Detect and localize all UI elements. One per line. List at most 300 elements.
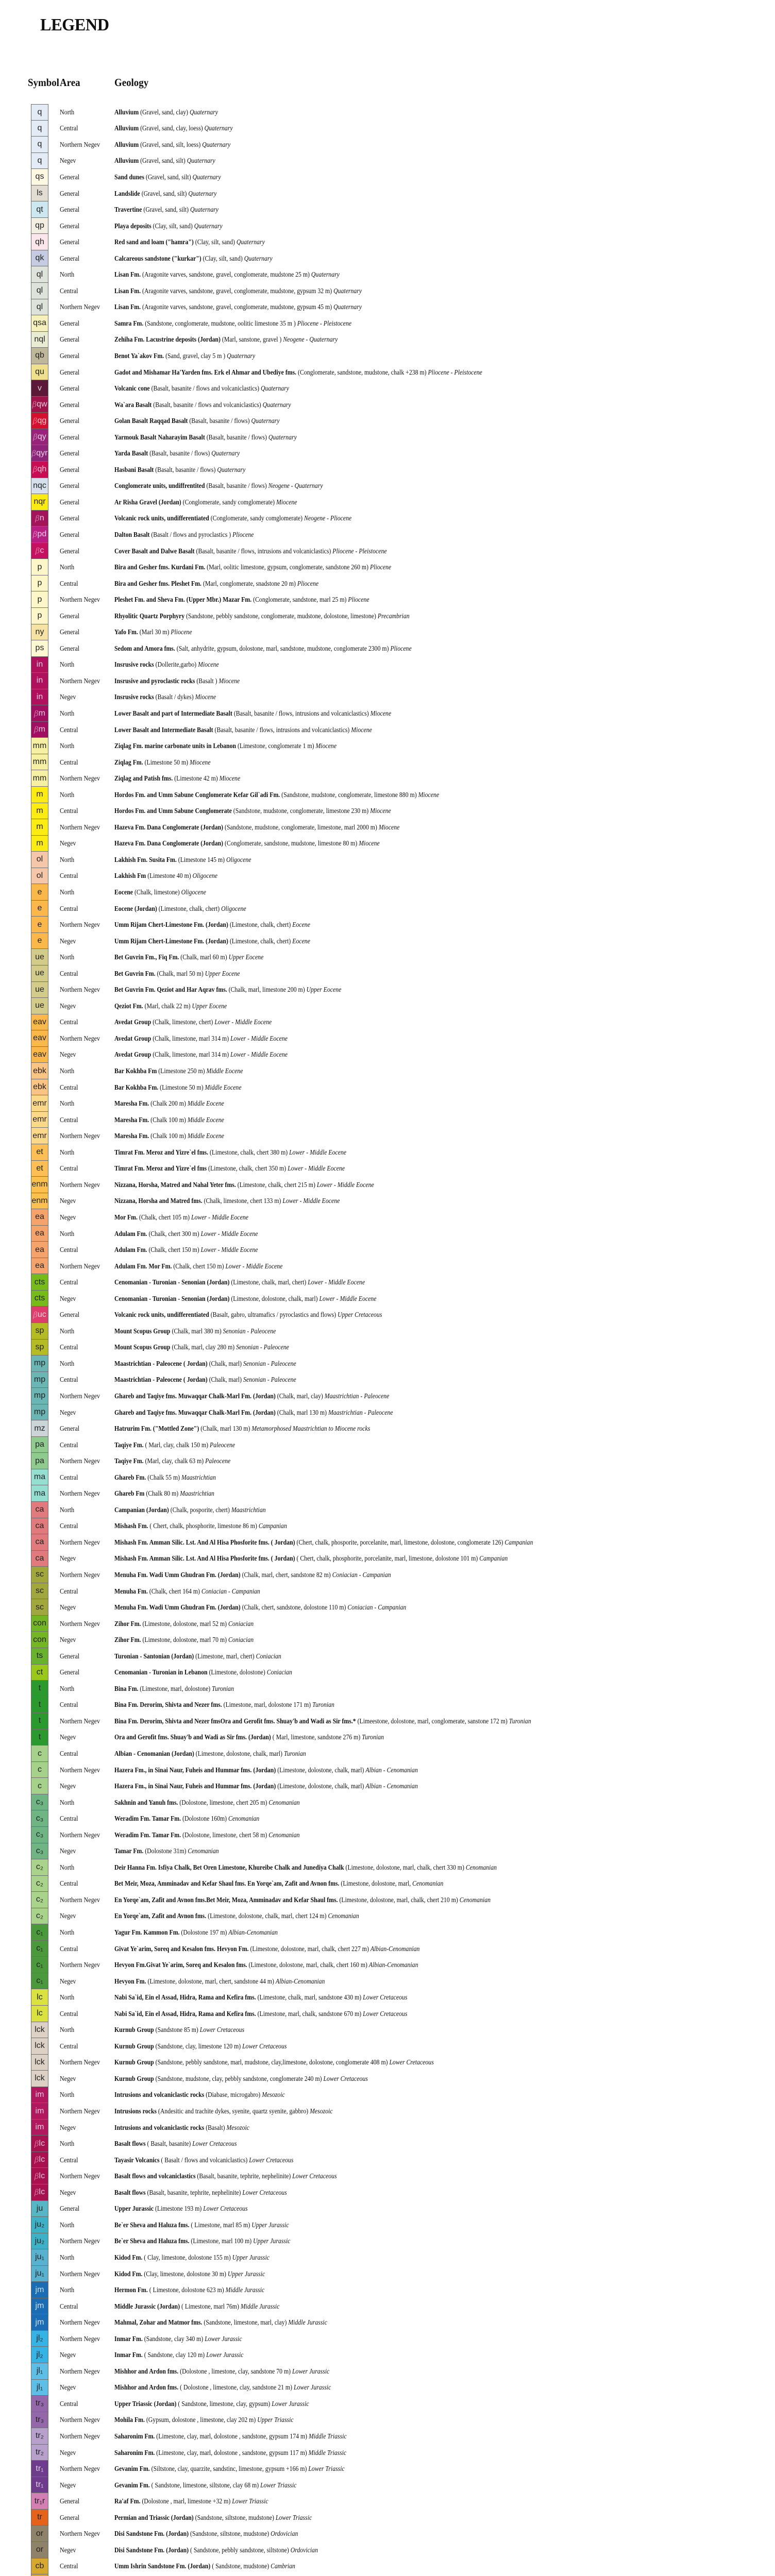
unit-name: Basalt flows bbox=[114, 2188, 146, 2196]
geology-description bbox=[114, 2156, 294, 2164]
symbol-code: e bbox=[37, 920, 42, 929]
unit-name: Hevyon Fm. bbox=[114, 1977, 146, 1985]
symbol-swatch bbox=[31, 1340, 48, 1356]
area-label: Northern Negev bbox=[60, 1961, 100, 1969]
symbol-code: m bbox=[36, 822, 43, 832]
legend-row bbox=[31, 2461, 763, 2477]
legend-row bbox=[31, 2103, 763, 2120]
geology-description bbox=[114, 2416, 294, 2424]
area-label: Central bbox=[60, 2156, 78, 2164]
legend-row bbox=[31, 2006, 763, 2022]
geologic-age: Upper Eocene bbox=[192, 1002, 227, 1010]
lithology: (Chalk 80 m) bbox=[144, 1489, 180, 1498]
unit-name: Hatrurim Fm. ("Mottled Zone") bbox=[114, 1425, 199, 1433]
area-label: General bbox=[60, 2513, 80, 2521]
legend-row bbox=[31, 1713, 763, 1730]
area-label: Negev bbox=[60, 2546, 76, 2554]
unit-name: Rhyolitic Quartz Porphyry bbox=[114, 612, 185, 620]
symbol-code: con bbox=[33, 1619, 46, 1628]
geologic-age: Turonian bbox=[212, 1684, 234, 1692]
area-label: Northern Negev bbox=[60, 1180, 100, 1189]
area-label: Central bbox=[60, 286, 78, 295]
unit-name: Menuha Fm. Wadi Umm Ghudran Fm. (Jordan) bbox=[114, 1603, 241, 1612]
geology-description bbox=[114, 1815, 259, 1823]
lithology: (Basalt / dykes) bbox=[154, 693, 195, 701]
lithology: (Gravel, sand, silt) bbox=[139, 157, 187, 165]
lithology: (Dolostone, limestone, chert 58 m) bbox=[181, 1831, 269, 1839]
geologic-age: Quaternary bbox=[268, 433, 297, 441]
geologic-age: Mesozoic bbox=[262, 2091, 285, 2099]
area-label: General bbox=[60, 644, 80, 652]
symbol-swatch bbox=[31, 2314, 48, 2331]
geologic-age: Cambrian bbox=[271, 2562, 295, 2570]
lithology: (Limestone, dolostone, chalk, marl) bbox=[229, 1294, 319, 1302]
symbol-code: ue bbox=[35, 985, 44, 994]
unit-name: Pleshet Fm. and Sheva Fm. (Upper Mbr.) Mazar Fm. bbox=[114, 596, 252, 604]
legend-row bbox=[31, 1973, 763, 1990]
unit-name: En Yorqe`am, Zafit and Avnon fms. bbox=[114, 1912, 207, 1920]
geology-description bbox=[114, 839, 380, 848]
geologic-age: Albian - Cenomanian bbox=[365, 1766, 418, 1774]
geologic-age: Eocene bbox=[292, 921, 310, 929]
symbol-swatch bbox=[31, 332, 48, 348]
geologic-age: Quaternary bbox=[244, 254, 273, 262]
geologic-age: Pliocene - Pleistocene bbox=[297, 319, 352, 327]
legend-row bbox=[31, 738, 763, 754]
unit-name: Hazeva Fm. Dana Conglomerate (Jordan) bbox=[114, 823, 224, 831]
lithology: (Chalk, marl, clay 280 m) bbox=[170, 1343, 237, 1351]
area-label: Negev bbox=[60, 937, 76, 945]
area-label: Negev bbox=[60, 2351, 76, 2359]
geology-description bbox=[114, 1587, 260, 1596]
geology-description bbox=[114, 1961, 418, 1969]
legend-row bbox=[31, 2396, 763, 2412]
geology-description bbox=[114, 2172, 337, 2180]
area-label: General bbox=[60, 2497, 80, 2505]
geology-description bbox=[114, 255, 273, 263]
symbol-code: cts bbox=[34, 1294, 45, 1303]
symbol-code: v bbox=[38, 383, 42, 393]
lithology: (Limestone, dolostone, marl 52 m) bbox=[141, 1619, 229, 1628]
unit-name: Cover Basalt and Dalwe Basalt bbox=[114, 547, 195, 555]
unit-name: Inmar Fm. bbox=[114, 2334, 143, 2343]
legend-row bbox=[31, 705, 763, 722]
legend-row bbox=[31, 462, 763, 478]
symbol-code: ps bbox=[35, 643, 44, 653]
geologic-age: Albian - Cenomanian bbox=[365, 1782, 418, 1790]
symbol-code: t bbox=[38, 1716, 41, 1725]
geology-description bbox=[114, 1571, 391, 1579]
symbol-code: ca bbox=[35, 1521, 44, 1530]
geologic-age: Coniacian - Campanian bbox=[347, 1603, 407, 1612]
legend-row bbox=[31, 1892, 763, 1908]
area-label: General bbox=[60, 1311, 80, 1319]
area-label: North bbox=[60, 2286, 75, 2294]
area-label: General bbox=[60, 400, 80, 409]
geology-description bbox=[114, 2497, 268, 2505]
symbol-swatch bbox=[31, 2055, 48, 2071]
lithology: (Conglomerate, sandstone, marl 25 m) bbox=[251, 596, 348, 604]
symbol-swatch bbox=[31, 1599, 48, 1616]
symbol-swatch bbox=[31, 1144, 48, 1161]
symbol-swatch bbox=[31, 2071, 48, 2087]
unit-name: Avedat Group bbox=[114, 1018, 151, 1026]
symbol-code: ebk bbox=[33, 1066, 46, 1075]
unit-name: Volcanic cone bbox=[114, 384, 150, 393]
symbol-code: c bbox=[38, 1781, 42, 1790]
unit-name: Tayasir Volcanics bbox=[114, 2156, 160, 2164]
symbol-code: or bbox=[36, 2529, 44, 2538]
legend-row bbox=[31, 1485, 763, 1502]
symbol-code: pd bbox=[37, 530, 47, 539]
symbol-swatch bbox=[31, 1730, 48, 1746]
symbol-code: tr₁ bbox=[36, 2464, 44, 2473]
area-label: General bbox=[60, 1668, 80, 1676]
unit-name: Lower Basalt and part of Intermediate Basalt bbox=[114, 709, 232, 717]
symbol-swatch bbox=[31, 1014, 48, 1031]
legend-row bbox=[31, 283, 763, 299]
lithology: (Limestone, clay, marl, dolostone , sandstone, gypsum 174 m) bbox=[155, 2432, 309, 2440]
geologic-age: Lower - Middle Eocene bbox=[230, 1050, 288, 1059]
lithology: (Chalk, limestone) bbox=[132, 888, 181, 896]
symbol-swatch bbox=[31, 1047, 48, 1063]
symbol-swatch bbox=[31, 1876, 48, 1892]
area-label: Central bbox=[60, 1164, 78, 1173]
symbol-swatch bbox=[31, 917, 48, 933]
unit-name: Ziqlag Fm. bbox=[114, 758, 143, 766]
symbol-greek-prefix: β bbox=[32, 400, 37, 410]
lithology: (Basalt, basanite / flows and volcaniclastics) bbox=[151, 400, 263, 409]
symbol-swatch bbox=[31, 868, 48, 885]
lithology: (Chert, chalk, phosporite, porcelanite, marl, limestone, dolostone, conglomerate 126) bbox=[295, 1538, 505, 1546]
geology-description bbox=[114, 791, 439, 799]
unit-name: Hazera Fm., in Sinai Naur, Fuheis and Hummar fms. (Jordan) bbox=[114, 1782, 276, 1790]
symbol-code: qsa bbox=[33, 318, 46, 328]
area-label: General bbox=[60, 254, 80, 262]
lithology: (Clay, silt, sand) bbox=[151, 222, 194, 230]
geologic-age: Middle Eocene bbox=[187, 1115, 224, 1124]
area-label: Central bbox=[60, 1522, 78, 1530]
geologic-age: Upper Jurassic bbox=[232, 2253, 270, 2261]
geologic-age: Middle Jurassic bbox=[240, 2302, 280, 2310]
geology-description bbox=[114, 1522, 287, 1530]
symbol-code: mm bbox=[32, 773, 47, 783]
area-label: Northern Negev bbox=[60, 1766, 100, 1774]
symbol-swatch bbox=[31, 2201, 48, 2217]
geologic-age: Lower - Middle Eocene bbox=[319, 1294, 377, 1302]
symbol-code: pa bbox=[35, 1440, 44, 1449]
unit-name: Bira and Gesher fms. Kurdani Fm. bbox=[114, 563, 206, 571]
legend-row bbox=[31, 559, 763, 575]
geology-description bbox=[114, 596, 369, 604]
symbol-code: ju₂ bbox=[35, 2220, 45, 2229]
area-label: Central bbox=[60, 1587, 78, 1595]
area-label: Central bbox=[60, 2399, 78, 2408]
geologic-age: Lower Cretaceous bbox=[249, 2156, 294, 2164]
symbol-swatch bbox=[31, 1404, 48, 1421]
area-label: Central bbox=[60, 2009, 78, 2018]
symbol-swatch bbox=[31, 1616, 48, 1632]
geology-description bbox=[114, 612, 410, 620]
lithology: (Chalk, limestone, chert 133 m) bbox=[202, 1197, 283, 1205]
symbol-swatch bbox=[31, 494, 48, 511]
symbol-code: eav bbox=[33, 1033, 46, 1043]
lithology: ( Limestone, marl 85 m) bbox=[189, 2221, 252, 2229]
legend-row bbox=[31, 511, 763, 527]
lithology: (Diabase, microgabro) bbox=[204, 2091, 262, 2099]
symbol-swatch bbox=[31, 1420, 48, 1437]
symbol-swatch bbox=[31, 1941, 48, 1957]
lithology: (Basalt / flows and pyroclastics ) bbox=[149, 530, 233, 538]
lithology: (Sandstone, conglomerate, mudstone, oolitic limestone 35 m ) bbox=[143, 319, 297, 327]
geologic-age: Maastrichtian bbox=[180, 1489, 214, 1498]
geology-description bbox=[114, 693, 216, 701]
geologic-age: Quaternary bbox=[211, 449, 240, 457]
lithology: (Chalk, marl) bbox=[207, 1376, 244, 1384]
legend-row bbox=[31, 2249, 763, 2266]
geologic-age: Lower Triassic bbox=[260, 2481, 297, 2489]
lithology: ( Clay, limestone, dolostone 155 m) bbox=[142, 2253, 232, 2261]
lithology: (Sandstone, pebbly sandstone, marl, mudstone, clay,limestone, dolostone, conglomerate 408 m) bbox=[154, 2058, 390, 2066]
area-label: General bbox=[60, 335, 80, 344]
symbol-code: c₁ bbox=[36, 1944, 43, 1953]
legend-row bbox=[31, 2477, 763, 2494]
symbol-code: enm bbox=[31, 1180, 48, 1189]
unit-name: Hazera Fm., in Sinai Naur, Fuheis and Hummar fms. (Jordan) bbox=[114, 1766, 276, 1774]
symbol-code: lck bbox=[35, 2041, 45, 2050]
area-label: North bbox=[60, 1863, 75, 1871]
geologic-age: Quaternary bbox=[251, 417, 280, 425]
area-label: General bbox=[60, 319, 80, 327]
unit-name: Ziqlag and Patish fms. bbox=[114, 774, 173, 783]
unit-name: Conglomerate units, undiffrentited bbox=[114, 482, 205, 490]
unit-name: Bina Fm. Derorim, Shivta and Nezer fms. bbox=[114, 1701, 222, 1709]
unit-name: Maresha Fm. bbox=[114, 1099, 149, 1108]
symbol-swatch bbox=[31, 397, 48, 413]
geology-description bbox=[114, 1603, 406, 1612]
symbol-swatch bbox=[31, 608, 48, 624]
area-label: Central bbox=[60, 1115, 78, 1124]
lithology: (Limestone, marl, chalk, sandstone 670 m) bbox=[256, 2009, 363, 2018]
lithology: ( Sandstone, clay 120 m) bbox=[142, 2351, 207, 2359]
symbol-swatch bbox=[31, 2298, 48, 2315]
geologic-age: Lower Jurassic bbox=[206, 2351, 244, 2359]
symbol-swatch bbox=[31, 1648, 48, 1665]
legend-row bbox=[31, 933, 763, 950]
unit-name: Intrusions rocks bbox=[114, 2107, 157, 2115]
lithology: (Clay, limestone, dolostone 30 m) bbox=[142, 2269, 228, 2278]
area-label: General bbox=[60, 189, 80, 197]
lithology: (Chalk, marl 130 m) bbox=[199, 1425, 252, 1433]
area-label: Central bbox=[60, 872, 78, 880]
geology-description bbox=[114, 2026, 244, 2034]
unit-name: Lisan Fm. bbox=[114, 286, 141, 295]
legend-row bbox=[31, 1616, 763, 1632]
symbol-code: tr bbox=[37, 2513, 42, 2522]
symbol-swatch bbox=[31, 1453, 48, 1469]
legend-row bbox=[31, 315, 763, 332]
area-label: Central bbox=[60, 1750, 78, 1757]
legend-row bbox=[31, 1876, 763, 1892]
symbol-code: uc bbox=[37, 1310, 46, 1319]
geology-description bbox=[114, 222, 223, 230]
symbol-swatch bbox=[31, 2249, 48, 2266]
symbol-swatch bbox=[31, 1063, 48, 1079]
legend-row bbox=[31, 754, 763, 771]
area-label: General bbox=[60, 1652, 80, 1660]
symbol-code: p bbox=[37, 579, 42, 588]
geologic-age: Coniacian bbox=[228, 1636, 254, 1644]
symbol-code: c₂ bbox=[36, 1911, 44, 1920]
symbol-code: mp bbox=[33, 1391, 46, 1400]
legend-row bbox=[31, 657, 763, 673]
geology-description bbox=[114, 531, 254, 539]
lithology: (Basalt, basanite, tephrite, nephelinite) bbox=[195, 2172, 293, 2180]
lithology: (Gravel, sand, silt, loess) bbox=[139, 140, 203, 148]
lithology: ( Limestone, dolostone 623 m) bbox=[147, 2286, 226, 2294]
geology-description bbox=[114, 1262, 282, 1270]
symbol-code: n bbox=[39, 513, 44, 522]
area-label: North bbox=[60, 1684, 75, 1692]
geology-description bbox=[114, 1148, 346, 1157]
symbol-swatch bbox=[31, 2477, 48, 2494]
geology-description bbox=[114, 141, 230, 149]
geology-description bbox=[114, 986, 341, 994]
legend-row bbox=[31, 2022, 763, 2039]
lithology: (Marl, conglomerate, snadstone 20 m) bbox=[201, 579, 297, 587]
symbol-swatch bbox=[31, 1908, 48, 1925]
geology-description bbox=[114, 1181, 374, 1189]
geologic-age: Miocene bbox=[218, 676, 240, 685]
symbol-code: ql bbox=[36, 302, 43, 311]
lithology: ( Sandstone, limestone, clay, gypsum) bbox=[176, 2399, 272, 2408]
lithology: ( Sandstone, pebbly sandstone, siltstone) bbox=[189, 2546, 291, 2554]
geology-description bbox=[114, 1327, 276, 1335]
symbol-swatch bbox=[31, 1567, 48, 1583]
geologic-age: Lower - Middle Eocene bbox=[282, 1197, 340, 1205]
legend-row bbox=[31, 2558, 763, 2575]
area-label: General bbox=[60, 433, 80, 441]
lithology: (Limestone, chalk, marl, chert) bbox=[229, 1278, 308, 1286]
legend-row bbox=[31, 673, 763, 689]
area-label: North bbox=[60, 108, 75, 116]
area-label: Central bbox=[60, 124, 78, 132]
geology-description bbox=[114, 1278, 365, 1286]
geologic-age: Quaternary bbox=[217, 465, 246, 473]
geologic-age: Maastrichtian bbox=[231, 1505, 266, 1514]
geologic-age: Lower - Middle Eocene bbox=[316, 1180, 374, 1189]
legend-row bbox=[31, 722, 763, 738]
geologic-age: Upper Jurassic bbox=[251, 2221, 289, 2229]
symbol-swatch bbox=[31, 511, 48, 527]
legend-row bbox=[31, 1161, 763, 1177]
lithology: (Sandstone 85 m) bbox=[154, 2026, 200, 2034]
lithology: (Limestone 50 m) bbox=[143, 758, 190, 766]
legend-row bbox=[31, 1063, 763, 1079]
unit-name: Playa deposits bbox=[114, 222, 151, 230]
geologic-age: Quaternary bbox=[187, 157, 215, 165]
legend-row bbox=[31, 397, 763, 413]
symbol-swatch bbox=[31, 299, 48, 316]
lithology: (Marl, sanstone, gravel ) bbox=[220, 335, 283, 344]
symbol-code: lck bbox=[35, 2074, 45, 2083]
geologic-age: Maastrichtian - Paleocene bbox=[328, 1408, 393, 1416]
lithology: (Limestone, clay, marl, dolostone , sandstone, gypsum 117 m) bbox=[155, 2448, 309, 2456]
geologic-age: Middle Triassic bbox=[309, 2432, 347, 2440]
unit-name: Yarda Basalt bbox=[114, 449, 148, 457]
geologic-age: Lower Triassic bbox=[308, 2465, 345, 2473]
area-label: General bbox=[60, 351, 80, 360]
legend-row bbox=[31, 1502, 763, 1518]
legend-row bbox=[31, 266, 763, 283]
geologic-age: Mesozoic bbox=[226, 2123, 249, 2131]
geology-description bbox=[114, 547, 387, 555]
legend-row bbox=[31, 478, 763, 495]
area-label: General bbox=[60, 449, 80, 457]
geology-description bbox=[114, 1246, 258, 1254]
area-label: Northern Negev bbox=[60, 774, 100, 783]
geologic-age: Cenomanian bbox=[268, 1798, 300, 1806]
legend-row bbox=[31, 1420, 763, 1437]
symbol-code: p bbox=[37, 595, 42, 604]
area-label: General bbox=[60, 206, 80, 214]
legend-row bbox=[31, 2266, 763, 2282]
geologic-age: Oligocene bbox=[221, 904, 246, 912]
legend-row bbox=[31, 1941, 763, 1957]
area-label: North bbox=[60, 2091, 75, 2099]
geology-description bbox=[114, 1164, 345, 1173]
legend-row bbox=[31, 137, 763, 153]
geologic-age: Lower Jurassic bbox=[272, 2399, 309, 2408]
legend-row bbox=[31, 1274, 763, 1291]
symbol-code: ca bbox=[35, 1553, 44, 1563]
symbol-code: sp bbox=[35, 1326, 44, 1335]
area-label: Northern Negev bbox=[60, 2465, 100, 2473]
area-label: Negev bbox=[60, 2188, 76, 2196]
legend-row bbox=[31, 1583, 763, 1600]
area-label: Central bbox=[60, 807, 78, 815]
symbol-code: tr₂ bbox=[36, 2448, 44, 2457]
lithology: (Dolostone 197 m) bbox=[179, 1928, 229, 1937]
geology-description bbox=[114, 807, 391, 815]
geology-description bbox=[114, 2335, 242, 2343]
symbol-swatch bbox=[31, 2217, 48, 2233]
unit-name: Albian - Cenomanian (Jordan) bbox=[114, 1750, 194, 1757]
area-label: Northern Negev bbox=[60, 2172, 100, 2180]
symbol-swatch bbox=[31, 1534, 48, 1551]
geologic-age: Miocene bbox=[378, 823, 400, 831]
legend-row bbox=[31, 1469, 763, 1486]
lithology: (Conglomerate, sandy comglomerate) bbox=[209, 514, 304, 522]
lithology: ( Basalt, basanite) bbox=[145, 2140, 193, 2148]
geologic-age: Lower Cretaceous bbox=[363, 2009, 408, 2018]
symbol-swatch bbox=[31, 121, 48, 137]
geologic-age: Pliocene bbox=[369, 563, 392, 571]
symbol-code: c₃ bbox=[36, 1830, 44, 1839]
geologic-age: Quaternary bbox=[192, 173, 221, 181]
legend-row bbox=[31, 884, 763, 901]
symbol-swatch bbox=[31, 1583, 48, 1600]
geologic-age: Pliocene bbox=[232, 530, 254, 538]
area-label: Central bbox=[60, 1815, 78, 1823]
symbol-code: m bbox=[36, 838, 43, 848]
geology-description bbox=[114, 1002, 227, 1010]
area-label: Central bbox=[60, 2562, 78, 2570]
legend-row bbox=[31, 2120, 763, 2136]
geologic-age: Quaternary bbox=[204, 124, 233, 132]
unit-name: Volcanic rock units, undifferentiated bbox=[114, 1311, 209, 1319]
symbol-code: qt bbox=[36, 205, 43, 214]
